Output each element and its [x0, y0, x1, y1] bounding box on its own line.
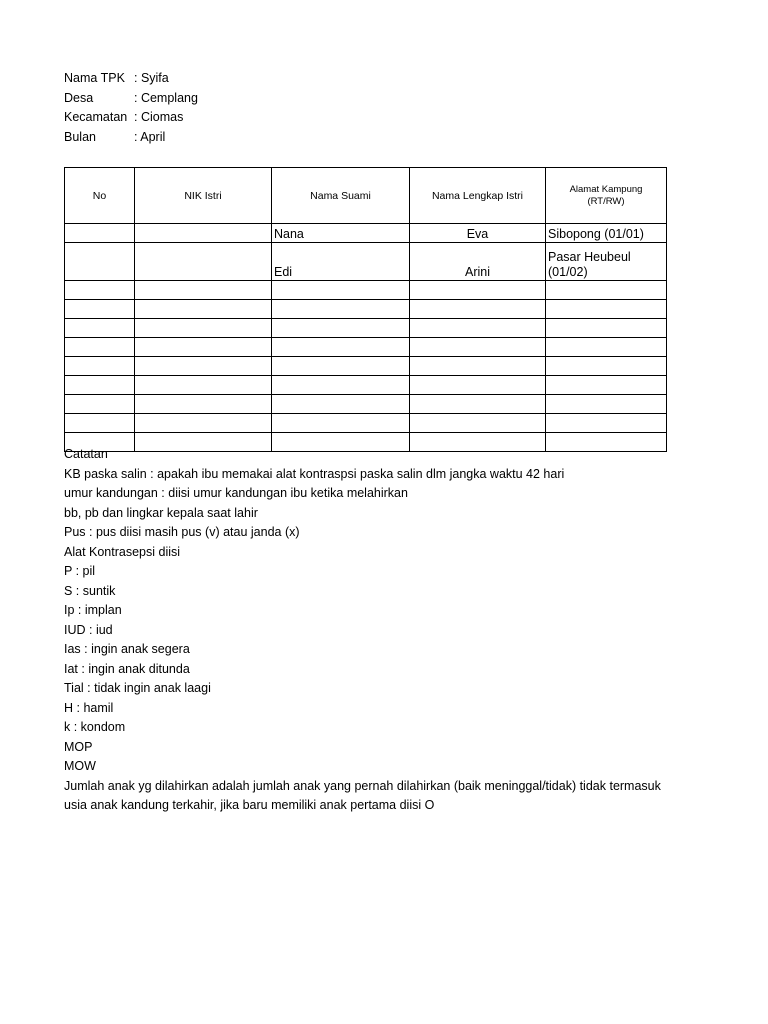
note-line: Ias : ingin anak segera: [64, 642, 190, 656]
info-value: : April: [134, 129, 166, 144]
cell-empty[interactable]: [410, 357, 546, 376]
notes-section: [64, 445, 668, 816]
cell-empty[interactable]: [272, 281, 410, 300]
cell-empty[interactable]: [410, 319, 546, 338]
cell-empty[interactable]: [410, 395, 546, 414]
cell-empty[interactable]: [135, 319, 272, 338]
note-line: Ip : implan: [64, 603, 122, 617]
header-nik-istri: NIK Istri: [135, 168, 272, 224]
cell-empty[interactable]: [65, 414, 135, 433]
note-line: MOW: [64, 759, 96, 773]
table-row: [65, 243, 667, 281]
table-row-empty: [65, 414, 667, 433]
cell-no[interactable]: [65, 243, 135, 281]
info-value: : Syifa: [134, 71, 169, 85]
cell-empty[interactable]: [272, 376, 410, 395]
cell-empty[interactable]: [272, 414, 410, 433]
note-line: Jumlah anak yg dilahirkan adalah jumlah anak yang pernah dilahirkan (baik meninggal/tidak) tidak termasuk: [64, 778, 661, 793]
cell-empty[interactable]: [272, 357, 410, 376]
cell-empty[interactable]: [65, 319, 135, 338]
info-value: : Cemplang: [134, 90, 198, 105]
cell-no[interactable]: [65, 224, 135, 243]
note-line: Alat Kontrasepsi diisi: [64, 544, 181, 559]
cell-empty[interactable]: [135, 300, 272, 319]
cell-empty[interactable]: [65, 357, 135, 376]
cell-alamat[interactable]: Pasar Heubeul (01/02): [546, 243, 667, 281]
table-row-empty: [65, 319, 667, 338]
cell-empty[interactable]: [65, 376, 135, 395]
cell-empty[interactable]: [546, 376, 667, 395]
table-row-empty: [65, 281, 667, 300]
note-line: bb, pb dan lingkar kepala saat lahir: [64, 505, 258, 520]
cell-empty[interactable]: [546, 395, 667, 414]
info-label: Kecamatan: [64, 110, 128, 124]
cell-empty[interactable]: [65, 300, 135, 319]
note-line: H : hamil: [64, 700, 114, 715]
cell-empty[interactable]: [135, 281, 272, 300]
cell-empty[interactable]: [65, 281, 135, 300]
cell-nik-istri[interactable]: [135, 243, 272, 281]
cell-nama-istri[interactable]: Arini: [410, 243, 546, 281]
info-label: Nama TPK: [64, 71, 125, 85]
cell-empty[interactable]: [410, 376, 546, 395]
header-nama-suami: Nama Suami: [272, 168, 410, 224]
cell-empty[interactable]: [135, 395, 272, 414]
cell-alamat[interactable]: Sibopong (01/01): [546, 224, 667, 243]
note-line: S : suntik: [64, 583, 116, 598]
table-row: [65, 224, 667, 243]
cell-empty[interactable]: [546, 414, 667, 433]
cell-nik-istri[interactable]: [135, 224, 272, 243]
info-label: Desa: [64, 90, 94, 105]
note-line: Iat : ingin anak ditunda: [64, 661, 190, 676]
data-table: [64, 167, 667, 452]
note-line: umur kandungan : diisi umur kandungan ibu ketika melahirkan: [64, 486, 408, 500]
note-line: MOP: [64, 739, 93, 754]
info-value: : Ciomas: [134, 110, 184, 124]
header-nama-lengkap-istri: Nama Lengkap Istri: [410, 168, 546, 224]
data-table-container: [64, 167, 667, 452]
table-row-empty: [65, 300, 667, 319]
cell-nama-suami[interactable]: Edi: [272, 243, 410, 281]
table-row-empty: [65, 395, 667, 414]
note-line: Tial : tidak ingin anak laagi: [64, 681, 211, 695]
info-row-nama-tpk: [64, 69, 198, 89]
cell-empty[interactable]: [65, 338, 135, 357]
cell-nama-suami[interactable]: Nana: [272, 224, 410, 243]
header-info: [64, 69, 198, 147]
cell-empty[interactable]: [410, 414, 546, 433]
note-line: KB paska salin : apakah ibu memakai alat kontraspsi paska salin dlm jangka waktu 42 hari: [64, 466, 565, 481]
notes-heading: Catatan: [64, 447, 108, 461]
cell-empty[interactable]: [272, 338, 410, 357]
info-row-bulan: [64, 128, 198, 148]
note-line: IUD : iud: [64, 622, 113, 637]
cell-empty[interactable]: [546, 338, 667, 357]
cell-empty[interactable]: [135, 357, 272, 376]
note-line: usia anak kandung terkahir, jika baru memiliki anak pertama diisi O: [64, 798, 435, 812]
table-row-empty: [65, 357, 667, 376]
note-line: k : kondom: [64, 720, 126, 734]
cell-empty[interactable]: [135, 338, 272, 357]
info-row-desa: [64, 89, 198, 109]
table-row-empty: [65, 376, 667, 395]
cell-empty[interactable]: [135, 414, 272, 433]
cell-empty[interactable]: [410, 338, 546, 357]
cell-empty[interactable]: [272, 395, 410, 414]
info-row-kecamatan: [64, 108, 198, 128]
note-line: P : pil: [64, 564, 96, 578]
header-alamat-kampung: [546, 168, 667, 224]
info-label: Bulan: [64, 129, 96, 144]
header-alamat-line1: Alamat Kampung: [569, 183, 643, 195]
cell-empty[interactable]: [65, 395, 135, 414]
header-alamat-line2: (RT/RW): [587, 195, 625, 207]
cell-empty[interactable]: [546, 319, 667, 338]
table-row-empty: [65, 338, 667, 357]
cell-nama-istri[interactable]: Eva: [410, 224, 546, 243]
cell-empty[interactable]: [272, 319, 410, 338]
cell-empty[interactable]: [135, 376, 272, 395]
header-no: No: [65, 168, 135, 224]
cell-empty[interactable]: [410, 300, 546, 319]
cell-empty[interactable]: [272, 300, 410, 319]
cell-empty[interactable]: [410, 281, 546, 300]
table-header-row: [65, 168, 667, 224]
note-line: Pus : pus diisi masih pus (v) atau janda (x): [64, 525, 300, 539]
cell-empty[interactable]: [546, 300, 667, 319]
cell-empty[interactable]: [546, 281, 667, 300]
cell-empty[interactable]: [546, 357, 667, 376]
